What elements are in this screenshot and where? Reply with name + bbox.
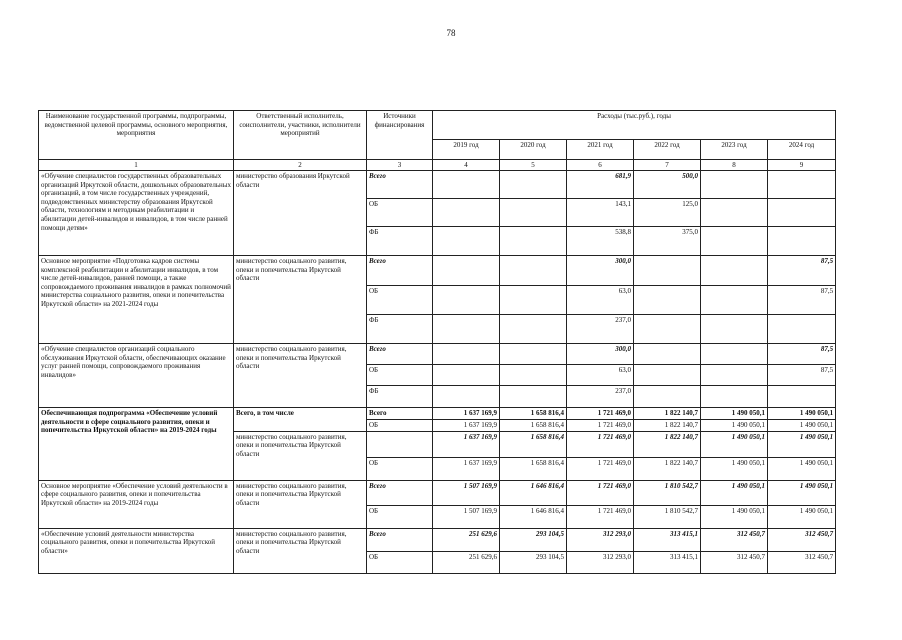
value-cell: 1 490 050,1 [768, 505, 836, 528]
source-label: ОБ [367, 199, 433, 227]
value-cell [433, 344, 500, 365]
value-cell: 293 104,5 [500, 551, 567, 573]
column-number: 9 [768, 160, 836, 171]
value-cell: 1 637 169,9 [433, 420, 500, 432]
value-cell [500, 171, 567, 199]
value-cell: 63,0 [567, 365, 634, 386]
value-cell [768, 171, 836, 199]
table-row [39, 408, 836, 420]
value-cell: 1 810 542,7 [634, 505, 701, 528]
column-number: 8 [701, 160, 768, 171]
header-year: 2021 год [567, 140, 634, 160]
column-number: 5 [500, 160, 567, 171]
header-year: 2019 год [433, 140, 500, 160]
value-cell: 87,5 [768, 344, 836, 365]
value-cell [433, 286, 500, 315]
value-cell: 538,8 [567, 227, 634, 256]
column-number: 7 [634, 160, 701, 171]
source-label: ОБ [367, 420, 433, 432]
row-executor: министерство социального развития, опеки и попечительства Иркутской области [234, 480, 367, 528]
value-cell: 1 490 050,1 [701, 420, 768, 432]
value-cell: 1 490 050,1 [701, 505, 768, 528]
row-executor: министерство социального развития, опеки и попечительства Иркутской области [234, 344, 367, 408]
source-label: ФБ [367, 315, 433, 344]
value-cell [768, 386, 836, 408]
value-cell [701, 199, 768, 227]
value-cell: 1 822 140,7 [634, 431, 701, 457]
value-cell: 312 450,7 [701, 551, 768, 573]
value-cell: 1 658 816,4 [500, 420, 567, 432]
source-label: Всего [367, 256, 433, 286]
value-cell: 312 450,7 [701, 528, 768, 551]
value-cell: 87,5 [768, 365, 836, 386]
value-cell: 1 490 050,1 [768, 431, 836, 457]
value-cell: 1 822 140,7 [634, 420, 701, 432]
table-row [39, 171, 836, 199]
value-cell: 375,0 [634, 227, 701, 256]
header-expenses: Расходы (тыс.руб.), годы [433, 111, 836, 140]
header-executor: Ответственный исполнитель, соисполнители, участники, исполнители мероприятий [234, 111, 367, 160]
value-cell: 1 658 816,4 [500, 457, 567, 480]
value-cell [500, 199, 567, 227]
value-cell: 1 637 169,9 [433, 431, 500, 457]
value-cell: 1 637 169,9 [433, 457, 500, 480]
header-year: 2023 год [701, 140, 768, 160]
source-label: ОБ [367, 286, 433, 315]
page-number: 78 [446, 28, 456, 38]
value-cell: 312 293,0 [567, 551, 634, 573]
value-cell [433, 365, 500, 386]
value-cell [701, 315, 768, 344]
value-cell: 1 646 816,4 [500, 480, 567, 505]
value-cell: 313 415,1 [634, 551, 701, 573]
column-number: 4 [433, 160, 500, 171]
value-cell [500, 315, 567, 344]
value-cell: 293 104,5 [500, 528, 567, 551]
value-cell: 312 450,7 [768, 528, 836, 551]
row-executor-total: Всего, в том числе [234, 408, 367, 432]
value-cell [768, 315, 836, 344]
value-cell: 1 490 050,1 [768, 457, 836, 480]
value-cell: 312 293,0 [567, 528, 634, 551]
row-name: «Обеспечение условий деятельности министерства социального развития, опеки и попечительства Иркутской области» [39, 528, 234, 573]
source-label: Всего [367, 344, 433, 365]
value-cell: 143,1 [567, 199, 634, 227]
value-cell [634, 256, 701, 286]
source-label: ОБ [367, 505, 433, 528]
value-cell: 1 721 469,0 [567, 457, 634, 480]
source-label: ФБ [367, 227, 433, 256]
value-cell: 1 721 469,0 [567, 420, 634, 432]
header-year: 2024 год [768, 140, 836, 160]
table-row [39, 344, 836, 365]
value-cell [701, 286, 768, 315]
value-cell [634, 286, 701, 315]
value-cell: 87,5 [768, 286, 836, 315]
value-cell [634, 386, 701, 408]
value-cell [433, 199, 500, 227]
value-cell: 125,0 [634, 199, 701, 227]
value-cell: 312 450,7 [768, 551, 836, 573]
value-cell: 1 490 050,1 [768, 408, 836, 420]
value-cell: 681,9 [567, 171, 634, 199]
value-cell [634, 315, 701, 344]
value-cell [768, 199, 836, 227]
value-cell: 500,0 [634, 171, 701, 199]
expenses-table [38, 110, 836, 574]
value-cell [500, 386, 567, 408]
value-cell [701, 227, 768, 256]
value-cell [634, 344, 701, 365]
value-cell: 63,0 [567, 286, 634, 315]
value-cell: 87,5 [768, 256, 836, 286]
table-row [39, 256, 836, 286]
value-cell: 237,0 [567, 315, 634, 344]
value-cell [500, 365, 567, 386]
value-cell: 1 490 050,1 [701, 480, 768, 505]
value-cell: 1 721 469,0 [567, 408, 634, 420]
header-year: 2022 год [634, 140, 701, 160]
table-row [39, 528, 836, 551]
value-cell [433, 227, 500, 256]
value-cell [433, 256, 500, 286]
value-cell: 1 490 050,1 [701, 431, 768, 457]
value-cell: 1 658 816,4 [500, 431, 567, 457]
source-label: ОБ [367, 365, 433, 386]
value-cell: 313 415,1 [634, 528, 701, 551]
row-name: Основное мероприятие «Обеспечение условий деятельности в сфере социального развития, опеки и попечительства Иркутской области» на 2019-2024 годы [39, 480, 234, 528]
value-cell [701, 386, 768, 408]
value-cell: 1 507 169,9 [433, 505, 500, 528]
value-cell: 251 629,6 [433, 551, 500, 573]
value-cell: 1 721 469,0 [567, 431, 634, 457]
value-cell: 1 658 816,4 [500, 408, 567, 420]
header-year: 2020 год [500, 140, 567, 160]
value-cell: 1 507 169,9 [433, 480, 500, 505]
source-label: ОБ [367, 551, 433, 573]
value-cell [433, 171, 500, 199]
value-cell: 1 637 169,9 [433, 408, 500, 420]
row-executor: министерство социального развития, опеки и попечительства Иркутской области [234, 431, 367, 480]
source-label: Всего [367, 408, 433, 420]
value-cell: 1 490 050,1 [768, 420, 836, 432]
column-number: 2 [234, 160, 367, 171]
column-number: 6 [567, 160, 634, 171]
value-cell: 1 490 050,1 [701, 408, 768, 420]
header-source: Источники финансирования [367, 111, 433, 160]
column-number: 1 [39, 160, 234, 171]
row-executor: министерство социального развития, опеки и попечительства Иркутской области [234, 256, 367, 344]
source-label: ФБ [367, 386, 433, 408]
value-cell: 251 629,6 [433, 528, 500, 551]
value-cell: 300,0 [567, 344, 634, 365]
value-cell [433, 315, 500, 344]
value-cell [433, 386, 500, 408]
value-cell: 1 490 050,1 [701, 457, 768, 480]
value-cell [768, 227, 836, 256]
table-row [39, 480, 836, 505]
value-cell: 1 646 816,4 [500, 505, 567, 528]
value-cell: 1 822 140,7 [634, 408, 701, 420]
source-label [367, 431, 433, 457]
value-cell [500, 256, 567, 286]
source-label: Всего [367, 528, 433, 551]
value-cell: 300,0 [567, 256, 634, 286]
value-cell: 1 721 469,0 [567, 480, 634, 505]
source-label: Всего [367, 480, 433, 505]
value-cell [701, 256, 768, 286]
row-executor: министерство социального развития, опеки и попечительства Иркутской области [234, 528, 367, 573]
value-cell: 1 721 469,0 [567, 505, 634, 528]
value-cell: 1 490 050,1 [768, 480, 836, 505]
row-executor: министерство образования Иркутской области [234, 171, 367, 256]
value-cell: 1 810 542,7 [634, 480, 701, 505]
row-name: «Обучение специалистов государственных образовательных организаций Иркутской области, дошкольных образовательных организаций, в том числе государственных учреждений, подведомственных министерству образования Иркутской области, технологиям и методикам реабилитации и абилитации детей-инвалидов и инвалидов, в том числе ранней помощи детям» [39, 171, 234, 256]
value-cell [634, 365, 701, 386]
value-cell [500, 344, 567, 365]
row-name: Обеспечивающая подпрограмма «Обеспечение условий деятельности в сфере социального развития, опеки и попечительства Иркутской области» на 2019-2024 годы [39, 408, 234, 481]
value-cell [701, 171, 768, 199]
source-label: Всего [367, 171, 433, 199]
source-label: ОБ [367, 457, 433, 480]
value-cell [500, 227, 567, 256]
row-name: Основное мероприятие «Подготовка кадров системы комплексной реабилитации и абилитации инвалидов, в том числе детей-инвалидов, ранней помощи, а также сопровождаемого проживания инвалидов в рамках полномочий министерства социального развития, опеки и попечительства Иркутской области» на 2021-2024 годы [39, 256, 234, 344]
value-cell [500, 286, 567, 315]
header-name: Наименование государственной программы, подпрограммы, ведомственной целевой программы, основного мероприятия, мероприятия [39, 111, 234, 160]
column-number: 3 [367, 160, 433, 171]
value-cell: 237,0 [567, 386, 634, 408]
value-cell: 1 822 140,7 [634, 457, 701, 480]
value-cell [701, 365, 768, 386]
value-cell [701, 344, 768, 365]
row-name: «Обучение специалистов организаций социального обслуживания Иркутской области, обеспечивающих оказание услуг ранней помощи, сопровождаемого проживания инвалидов» [39, 344, 234, 408]
